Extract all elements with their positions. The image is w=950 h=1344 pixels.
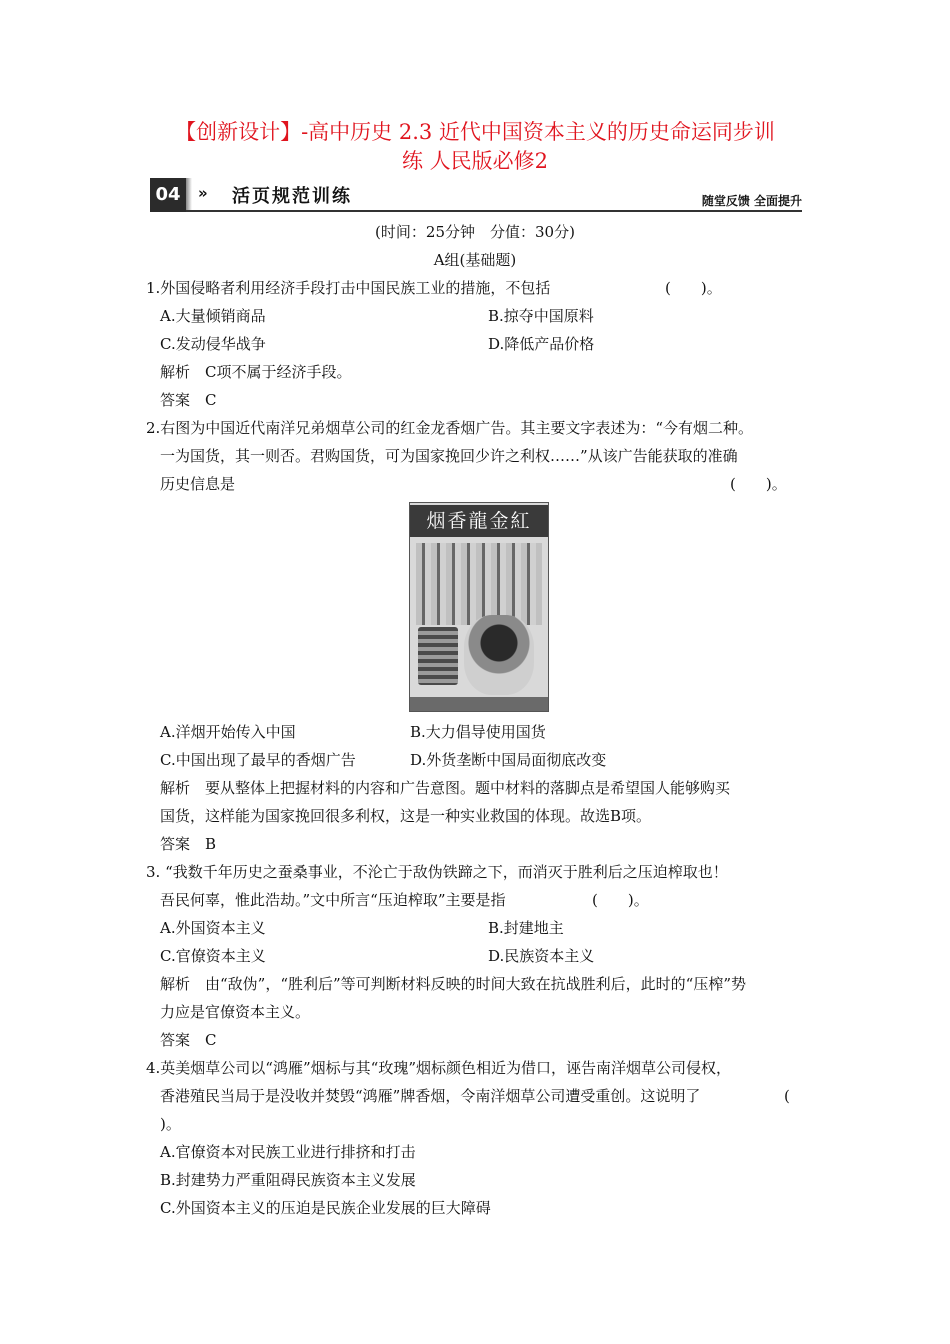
title-line-1: 【创新设计】-高中历史 2.3 近代中国资本主义的历史命运同步训 — [175, 120, 775, 144]
q4-bracket-open: ( — [784, 1087, 790, 1105]
section-banner — [150, 178, 802, 212]
q2-stem-3: 历史信息是 — [160, 475, 236, 493]
q2-answer: 答案 B — [160, 835, 217, 853]
q1-bracket: ( )。 — [665, 279, 722, 297]
q3-stem-1: 3. “我数千年历史之蚕桑事业，不沦亡于敌伪铁蹄之下，而消灭于胜利后之压迫榨取也！ — [146, 863, 728, 881]
ad-title: 烟香龍金紅 — [410, 505, 548, 537]
q1-option-d: D.降低产品价格 — [488, 335, 595, 353]
q2-option-c: C.中国出现了最早的香烟广告 — [160, 751, 356, 769]
group-heading: A组(基础题) — [433, 251, 517, 269]
q3-answer: 答案 C — [160, 1031, 217, 1049]
chevron-icon: » — [198, 184, 208, 202]
q2-stem-1: 2.右图为中国近代南洋兄弟烟草公司的红金龙香烟广告。其主要文字表述为：“今有烟二种。 — [146, 419, 753, 437]
banner-rule — [186, 210, 802, 212]
q2-option-d: D.外货垄断中国局面彻底改变 — [410, 751, 607, 769]
q3-analysis-1: 解析 由“敌伪”，“胜利后”等可判断材料反映的时间大致在抗战胜利后，此时的“压榨”势 — [160, 975, 747, 993]
q1-analysis: 解析 C项不属于经济手段。 — [160, 363, 352, 381]
q1-stem: 1.外国侵略者利用经济手段打击中国民族工业的措施，不包括 — [146, 279, 551, 297]
q2-bracket: ( )。 — [730, 475, 787, 493]
cigarette-ad-image — [409, 502, 549, 712]
q2-option-b: B.大力倡导使用国货 — [410, 723, 546, 741]
q3-analysis-2: 力应是官僚资本主义。 — [160, 1003, 311, 1021]
q1-option-c: C.发动侵华战争 — [160, 335, 266, 353]
q2-analysis-2: 国货，这样能为国家挽回很多利权，这是一种实业救国的体现。故选B项。 — [160, 807, 652, 825]
ad-smoking-man — [464, 615, 534, 695]
title-line-2: 练 人民版必修2 — [401, 149, 549, 173]
q3-option-a: A.外国资本主义 — [160, 919, 266, 937]
q3-option-c: C.官僚资本主义 — [160, 947, 266, 965]
q3-bracket: ( )。 — [592, 891, 649, 909]
q3-option-d: D.民族资本主义 — [488, 947, 595, 965]
banner-number: 04 — [150, 178, 186, 212]
ad-footer-strip — [410, 697, 548, 711]
q4-option-c: C.外国资本主义的压迫是民族企业发展的巨大障碍 — [160, 1199, 491, 1217]
q4-option-b: B.封建势力严重阻碍民族资本主义发展 — [160, 1171, 416, 1189]
q1-option-a: A.大量倾销商品 — [160, 307, 266, 325]
ad-cigarette-tin — [418, 627, 458, 685]
q1-answer: 答案 C — [160, 391, 217, 409]
banner-shade — [186, 178, 192, 212]
q4-stem-1: 4.英美烟草公司以“鸿雁”烟标与其“玫瑰”烟标颜色相近为借口，诬告南洋烟草公司侵权， — [146, 1059, 731, 1077]
q4-stem-2: 香港殖民当局于是没收并焚毁“鸿雁”牌香烟，令南洋烟草公司遭受重创。这说明了 — [160, 1087, 701, 1105]
banner-tag: 随堂反馈 全面提升 — [701, 194, 802, 208]
banner-label: 活页规范训练 — [232, 186, 352, 207]
document-title — [100, 118, 850, 176]
q1-option-b: B.掠夺中国原料 — [488, 307, 594, 325]
ad-text-columns — [416, 543, 542, 625]
q4-stem-3: )。 — [160, 1115, 181, 1133]
q2-stem-2: 一为国货，其一则否。君购国货，可为国家挽回少许之利权……”从该广告能获取的准确 — [160, 447, 738, 465]
time-score: (时间：25分钟 分值：30分) — [375, 223, 575, 241]
q4-option-a: A.官僚资本对民族工业进行排挤和打击 — [160, 1143, 416, 1161]
q3-stem-2: 吾民何辜，惟此浩劫。”文中所言“压迫榨取”主要是指 — [160, 891, 506, 909]
q2-analysis-1: 解析 要从整体上把握材料的内容和广告意图。题中材料的落脚点是希望国人能够购买 — [160, 779, 731, 797]
q2-option-a: A.洋烟开始传入中国 — [160, 723, 296, 741]
q3-option-b: B.封建地主 — [488, 919, 564, 937]
